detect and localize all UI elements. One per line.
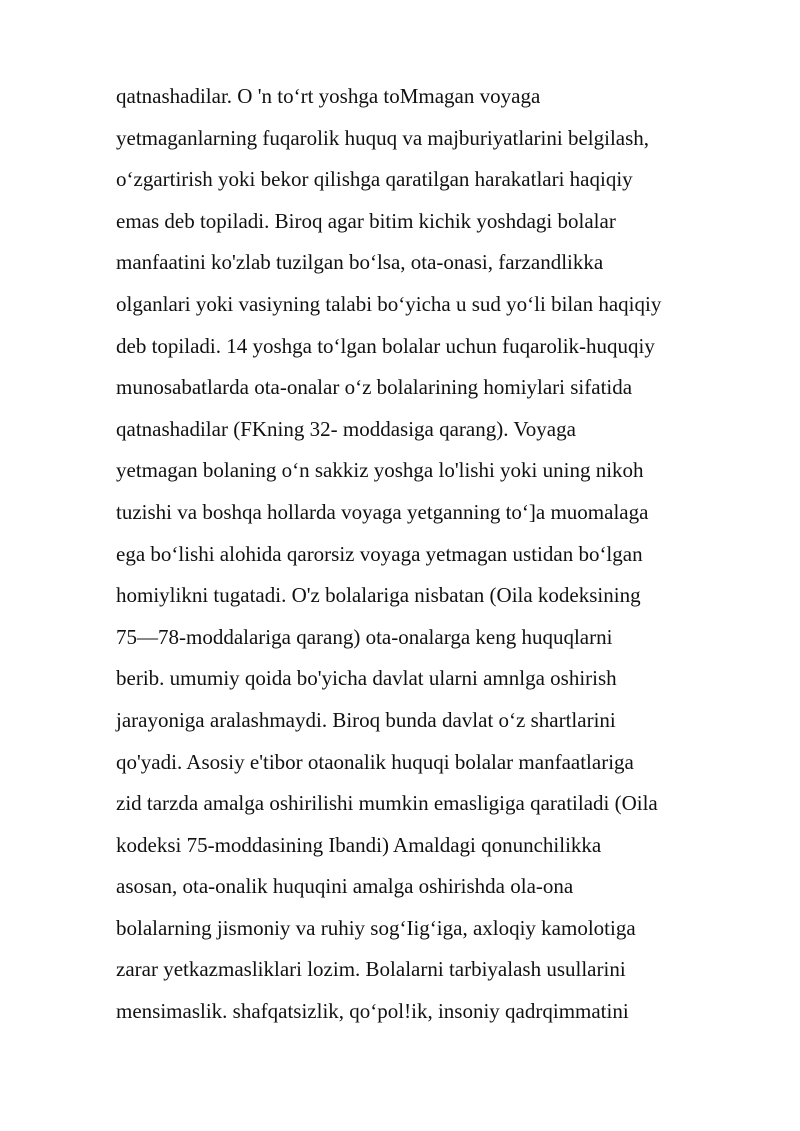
text-line: berib. umumiy qoida bo'yicha davlat ularni amnlga oshirish bbox=[116, 666, 617, 691]
text-line: yetmaganlarning fuqarolik huquq va majburiyatlarini belgilash, bbox=[116, 125, 650, 150]
text-line: ega bo‘lishi alohida qarorsiz voyaga yetmagan ustidan bo‘lgan bbox=[116, 541, 643, 566]
text-line: yetmagan bolaning o‘n sakkiz yoshga lo'lishi yoki uning nikoh bbox=[116, 458, 644, 483]
body-text bbox=[116, 76, 776, 1033]
text-line: munosabatlarda ota-onalar o‘z bolalarining homiylari sifatida bbox=[116, 375, 633, 400]
text-line: qo'yadi. Asosiy e'tibor otaonalik huquqi bolalar manfaatlariga bbox=[116, 749, 634, 774]
text-line: emas deb topiladi. Biroq agar bitim kichik yoshdagi bolalar bbox=[116, 208, 616, 233]
text-line: bolalarning jismoniy va ruhiy sog‘Iig‘iga, axloqiy kamolotiga bbox=[116, 915, 636, 940]
text-line: homiylikni tugatadi. O'z bolalariga nisbatan (Oila kodeksining bbox=[116, 583, 641, 608]
text-line: qatnashadilar. O 'n to‘rt yoshga toMmagan voyaga bbox=[116, 84, 541, 108]
text-line: jarayoniga aralashmaydi. Biroq bunda davlat o‘z shartlarini bbox=[116, 707, 616, 732]
text-line: deb topiladi. 14 yoshga to‘lgan bolalar uchun fuqarolik-huquqiy bbox=[116, 333, 655, 358]
text-line: manfaatini ko'zlab tuzilgan bo‘lsa, ota-onasi, farzandlikka bbox=[116, 250, 604, 275]
text-line: 75—78-moddalariga qarang) ota-onalarga keng huquqlarni bbox=[116, 624, 613, 649]
text-line: tuzishi va boshqa hollarda voyaga yetganning to‘]a muomalaga bbox=[116, 499, 649, 524]
text-line: olganlari yoki vasiyning talabi bo‘yicha u sud yo‘li bilan haqiqiy bbox=[116, 291, 662, 316]
text-line: qatnashadilar (FKning 32- moddasiga qarang). Voyaga bbox=[116, 416, 576, 441]
text-line: zid tarzda amalga oshirilishi mumkin emasligiga qaratiladi (Oila bbox=[116, 791, 658, 816]
text-line: kodeksi 75-moddasining Ibandi) Amaldagi qonunchilikka bbox=[116, 832, 602, 857]
text-line: zarar yetkazmasliklari lozim. Bolalarni tarbiyalash usullarini bbox=[116, 957, 626, 982]
text-line: asosan, ota-onalik huquqini amalga oshirishda ola-ona bbox=[116, 874, 574, 899]
text-line: mensimaslik. shafqatsizlik, qo‘pol!ik, insoniy qadrqimmatini bbox=[116, 999, 629, 1024]
text-line: o‘zgartirish yoki bekor qilishga qaratilgan harakatlari haqiqiy bbox=[116, 167, 633, 192]
